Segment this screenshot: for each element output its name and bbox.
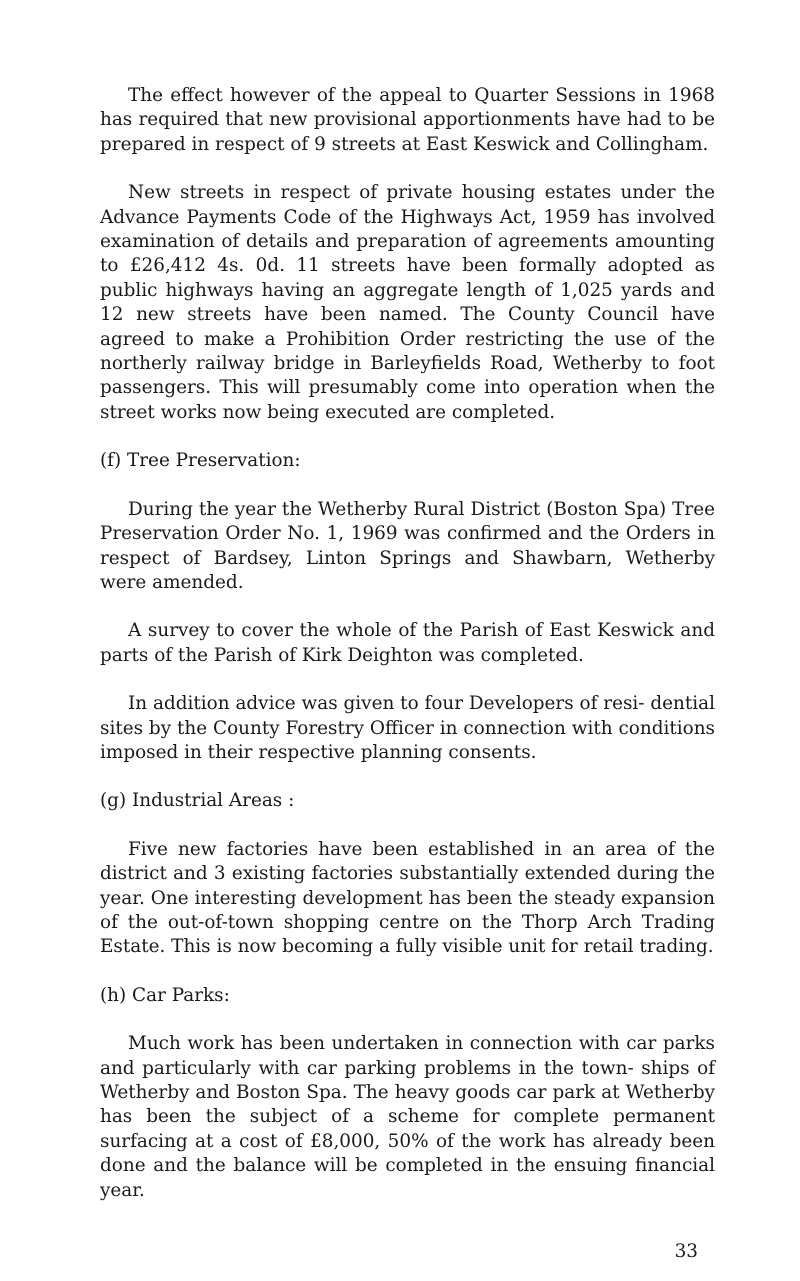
- section-heading-tree-preservation: (f) Tree Preservation:: [100, 450, 301, 472]
- page-number: 33: [674, 1241, 698, 1262]
- paragraph-tree-order: During the year the Wetherby Rural District (Boston Spa) Tree Preservation Order No. 1, 1969 was confirmed and the Orders in respect of Bardsey, Linton Springs and Shawbarn, Wetherby were amended.: [100, 498, 715, 593]
- section-heading-industrial-areas: (g) Industrial Areas :: [100, 790, 295, 812]
- paragraph-factories: Five new factories have been established in an area of the district and 3 existing factories substantially extended during the year. One interesting development has been the steady expansion of the out-of-town shopping centre on the Thorp Arch Trading Estate. This is now becoming a fully visible unit for retail trading.: [100, 838, 715, 958]
- paragraph-appeal: The effect however of the appeal to Quarter Sessions in 1968 has required that new provisional apportionments have had to be prepared in respect of 9 streets at East Keswick and Collingham.: [100, 85, 715, 155]
- paragraph-car-parks: Much work has been undertaken in connection with car parks and particularly with car parking problems in the town- ships of Wetherby and Boston Spa. The heavy goods car park at Wetherby has been the subject of a scheme for complete permanent surfacing at a cost of £8,000, 50% of the work has already been done and the balance will be completed in the ensuing financial year.: [100, 1033, 715, 1201]
- paragraph-new-streets: New streets in respect of private housing estates under the Advance Payments Code of the Highways Act, 1959 has involved examination of details and preparation of agreements amounting to £26,412 4s. 0d. 11 streets have been formally adopted as public highways having an aggregate length of 1,025 yards and 12 new streets have been named. The County Council have agreed to make a Prohibition Order restricting the use of the northerly railway bridge in Barleyfields Road, Wetherby to foot passengers. This will presumably come into operation when the street works now being executed are completed.: [100, 182, 715, 423]
- paragraph-advice: In addition advice was given to four Developers of resi- dential sites by the County Forestry Officer in connection with conditions imposed in their respective planning consents.: [100, 693, 715, 763]
- document-body: [100, 84, 715, 1227]
- section-heading-car-parks: (h) Car Parks:: [100, 984, 230, 1006]
- paragraph-survey: A survey to cover the whole of the Parish of East Keswick and parts of the Parish of Kirk Deighton was completed.: [100, 620, 715, 666]
